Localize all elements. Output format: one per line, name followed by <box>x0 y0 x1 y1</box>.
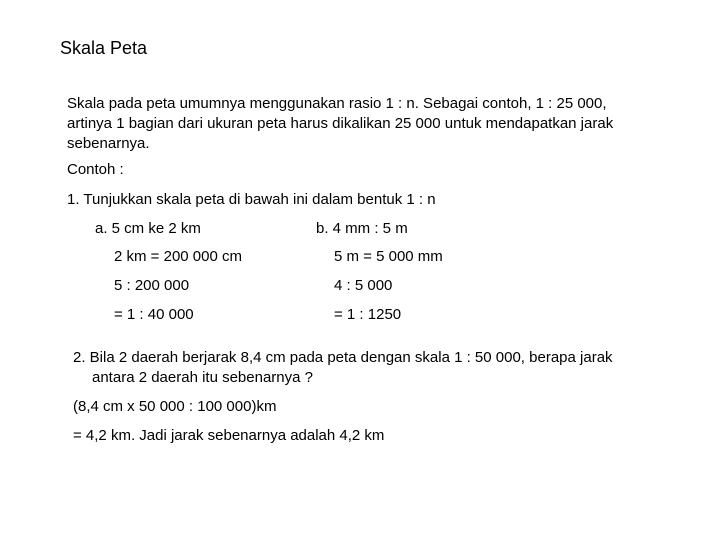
intro-line-1: Skala pada peta umumnya menggunakan rasio 1 : n. Sebagai contoh, 1 : 25 000, <box>67 95 607 112</box>
part-a-step-2: 5 : 200 000 <box>114 277 190 294</box>
question-2-line-1: 2. Bila 2 daerah berjarak 8,4 cm pada peta dengan skala 1 : 50 000, berapa jarak <box>73 349 613 366</box>
question-2-line-2: antara 2 daerah itu sebenarnya ? <box>92 369 313 386</box>
intro-line-2: artinya 1 bagian dari ukuran peta harus dikalikan 25 000 untuk mendapatkan jarak <box>67 115 614 132</box>
part-a-step-1: 2 km = 200 000 cm <box>114 248 242 265</box>
contoh-label: Contoh <box>67 161 116 178</box>
part-b-heading: b. 4 mm : 5 m <box>316 220 408 237</box>
contoh-heading <box>67 160 124 180</box>
question-2-calc-1: (8,4 cm x 50 000 : 100 000)km <box>73 398 277 415</box>
intro-line-3: sebenarnya. <box>67 135 150 152</box>
slide-title: Skala Peta <box>60 38 148 58</box>
question-1-prompt: 1. Tunjukkan skala peta di bawah ini dalam bentuk 1 : n <box>67 191 436 208</box>
contoh-colon: : <box>115 161 124 178</box>
part-a-step-3: = 1 : 40 000 <box>114 306 194 323</box>
part-b-step-3: = 1 : 1250 <box>334 306 402 323</box>
part-b-step-1: 5 m = 5 000 mm <box>334 248 443 265</box>
question-2-calc-2: = 4,2 km. Jadi jarak sebenarnya adalah 4,2 km <box>73 427 385 444</box>
part-a-heading: a. 5 cm ke 2 km <box>95 220 201 237</box>
part-b-step-2: 4 : 5 000 <box>334 277 393 294</box>
